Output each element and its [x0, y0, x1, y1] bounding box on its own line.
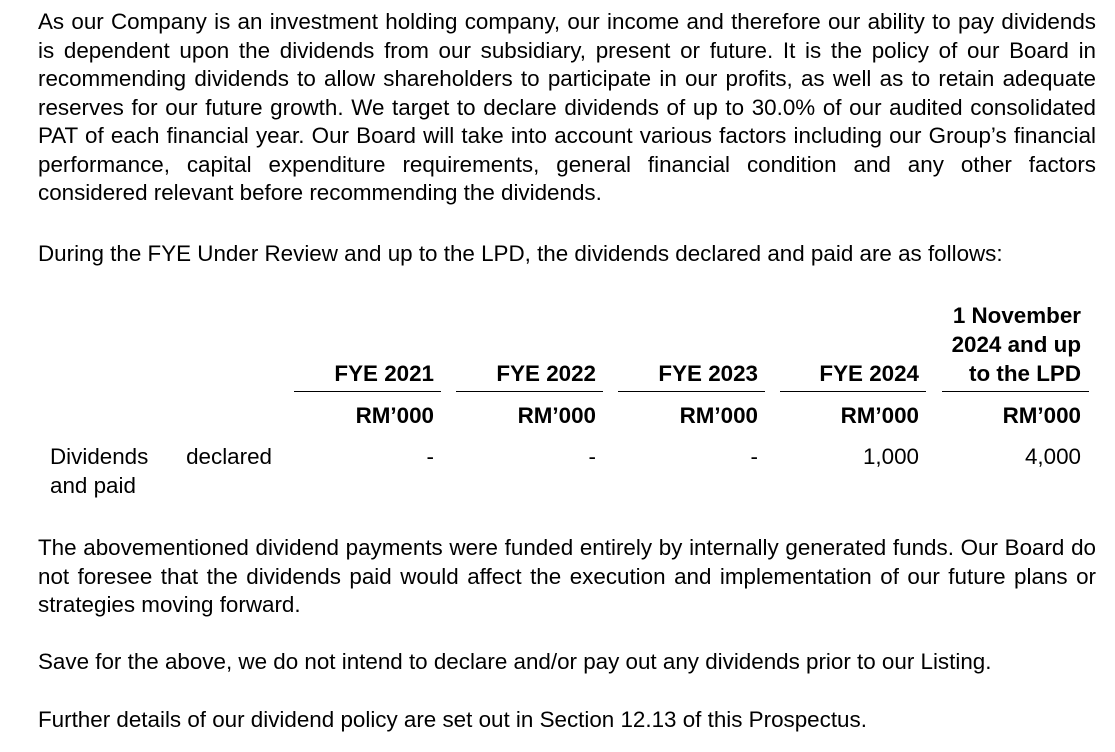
- column-header-fye-2022: FYE 2022: [496, 361, 596, 386]
- column-header-fye-2023: FYE 2023: [658, 361, 758, 386]
- no-further-dividends-paragraph: Save for the above, we do not intend to declare and/or pay out any dividends prior to our Listing.: [38, 649, 992, 674]
- column-rule-fye-2021: [294, 391, 441, 392]
- column-header-fye-2024: FYE 2024: [819, 361, 919, 386]
- dividend-policy-paragraph: As our Company is an investment holding company, our income and therefore our ability to pay dividends is dependent upon the dividends from our subsidiary, present or future. It is the policy of our Board in recommending dividends to allow shareholders to participate in our profits, as well as to retain adequate reserves for our future growth. We target to declare dividends of up to 30.0% of our audited consolidated PAT of each financial year. Our Board will take into account various factors including our Group’s financial performance, capital expenditure requirements, general financial condition and any other factors considered relevant before recommending the dividends.: [38, 9, 1096, 205]
- column-rule-to-lpd: [942, 391, 1089, 392]
- cell-fye-2023: -: [750, 444, 758, 469]
- funding-paragraph: The abovementioned dividend payments were funded entirely by internally generated funds. Our Board do not foresee that the dividends paid would affect the execution and implementation of our future plans or strategies moving forward.: [38, 535, 1096, 617]
- column-rule-fye-2023: [618, 391, 765, 392]
- cell-fye-2024: 1,000: [862, 444, 919, 469]
- row-label-dividends: Dividends declared and paid: [50, 444, 272, 498]
- column-rule-fye-2022: [456, 391, 603, 392]
- column-unit-fye-2023: RM’000: [679, 403, 758, 428]
- further-details-paragraph: Further details of our dividend policy are set out in Section 12.13 of this Prospectus.: [38, 707, 867, 732]
- cell-fye-2022: -: [588, 444, 596, 469]
- column-unit-fye-2022: RM’000: [517, 403, 596, 428]
- column-rule-fye-2024: [780, 391, 926, 392]
- cell-fye-2021: -: [426, 444, 434, 469]
- column-unit-fye-2024: RM’000: [840, 403, 919, 428]
- dividends-intro-paragraph: During the FYE Under Review and up to the LPD, the dividends declared and paid are as follows:: [38, 241, 1003, 266]
- column-unit-to-lpd: RM’000: [1002, 403, 1081, 428]
- column-header-to-lpd-line-3: to the LPD: [969, 361, 1081, 386]
- column-header-to-lpd-line-1: 1 November: [952, 303, 1081, 328]
- cell-to-lpd: 4,000: [1024, 444, 1081, 469]
- column-header-fye-2021: FYE 2021: [334, 361, 434, 386]
- column-unit-fye-2021: RM’000: [355, 403, 434, 428]
- column-header-to-lpd-line-2: 2024 and up: [951, 332, 1081, 357]
